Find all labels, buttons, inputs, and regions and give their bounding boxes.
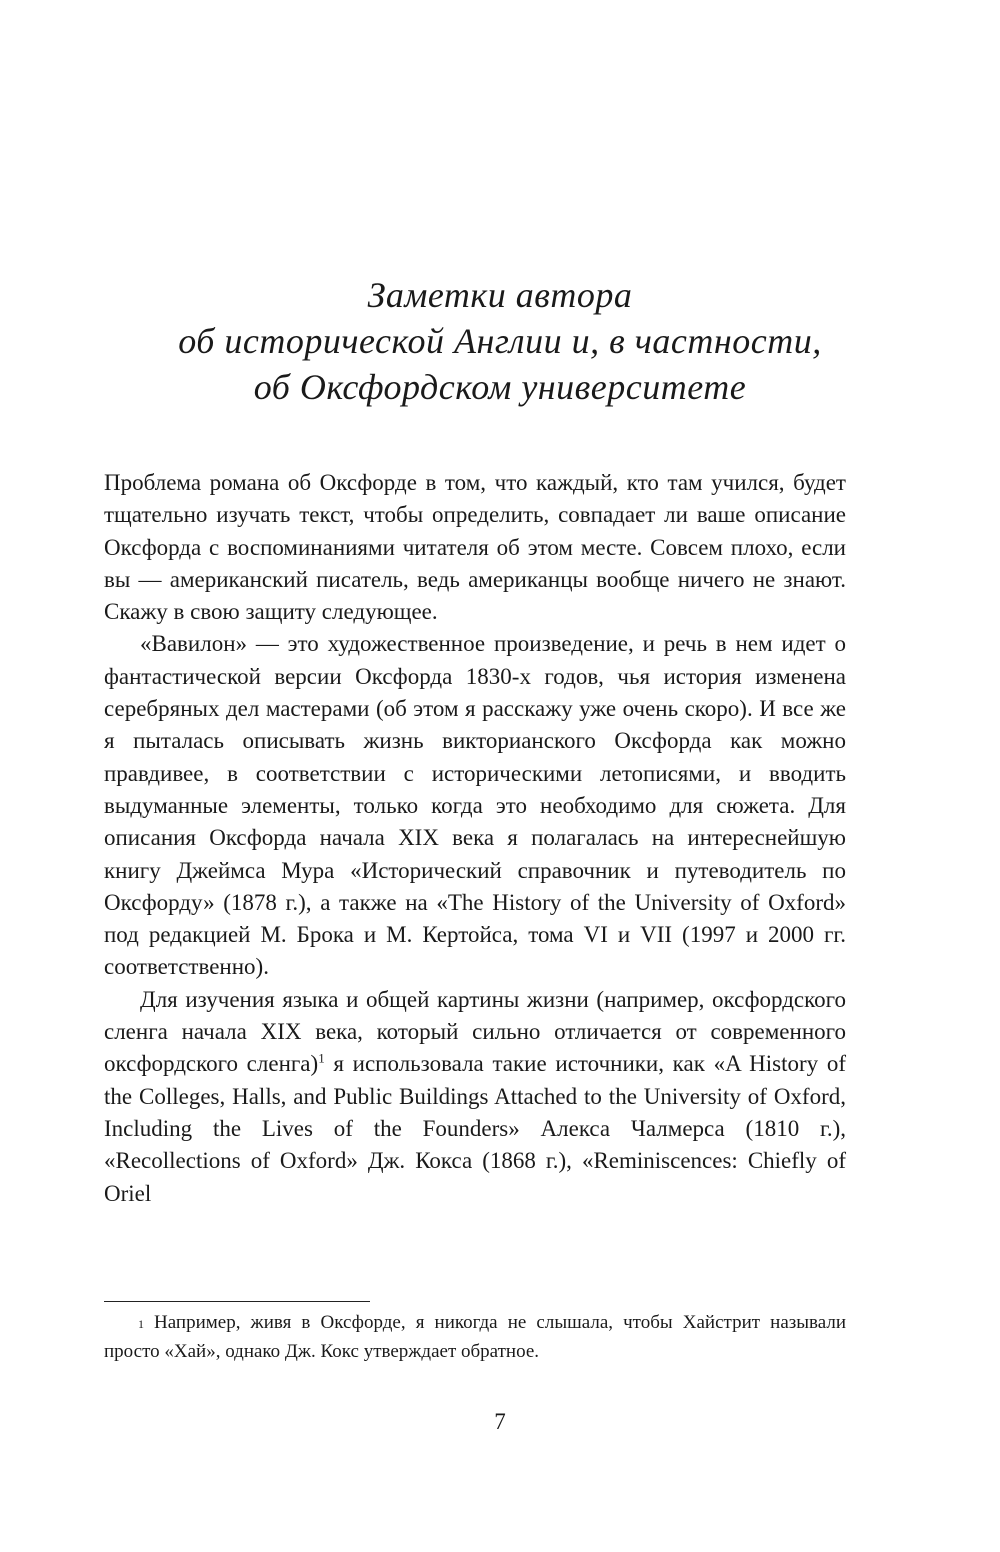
footnote: [104, 1308, 846, 1366]
paragraph-3-end: я использовала такие источники, как «A History of the Colleges, Halls, and Public Buildings Attached to the University of Oxford, Including the Lives of the Founders» Алекса Чалмерса (1810 г.), «Recollections of Oxford» Дж. Кокса (1868 г.), «Reminiscences: Chiefly of Oriel: [104, 1051, 846, 1206]
heading-line-2: об исторической Англии и, в частности,: [178, 321, 822, 361]
paragraph-1: Проблема романа об Оксфорде в том, что каждый, кто там учился, будет тщательно изучать текст, чтобы определить, совпадает ли ваше описание Оксфорда с воспоминаниями читателя об этом месте. Совсем плохо, если вы — американский писатель, ведь американцы вообще ничего не знают. Скажу в свою защиту следующее.: [104, 470, 846, 625]
footnote-number: 1: [138, 1317, 144, 1331]
footnote-divider: [104, 1301, 370, 1302]
body-text: [104, 467, 846, 1210]
footnote-reference[interactable]: 1: [318, 1050, 325, 1066]
page-number: 7: [494, 1409, 506, 1434]
paragraph-3: [104, 984, 846, 1210]
paragraph-3-start: Для изучения языка и общей картины жизни (например, оксфордского сленга начала XIX века, который сильно отличается от современного оксфордского сленга): [104, 986, 846, 1077]
heading-line-3: об Оксфордском университете: [253, 367, 747, 407]
heading-line-1: Заметки автора: [367, 275, 633, 315]
footnote-text: Например, живя в Оксфорде, я никогда не слышала, чтобы Хайстрит называли просто «Хай», однако Дж. Кокс утверждает обратное.: [104, 1312, 846, 1362]
chapter-heading: [0, 272, 1000, 410]
paragraph-2: «Вавилон» — это художественное произведение, и речь в нем идет о фантастической версии Оксфорда 1830-х годов, чья история изменена серебряных дел мастерами (об этом я расскажу уже очень скоро). И все же я пыталась описывать жизнь викторианского Оксфорда как можно правдивее, в соответствии с историческими летописями, и вводить выдуманные элементы, только когда это необходимо для сюжета. Для описания Оксфорда начала XIX века я полагалась на интереснейшую книгу Джеймса Мура «Исторический справочник и путеводитель по Оксфорду» (1878 г.), а также на «The History of the University of Oxford» под редакцией М. Брока и М. Кертойса, тома VI и VII (1997 и 2000 гг. соответственно).: [104, 631, 846, 980]
